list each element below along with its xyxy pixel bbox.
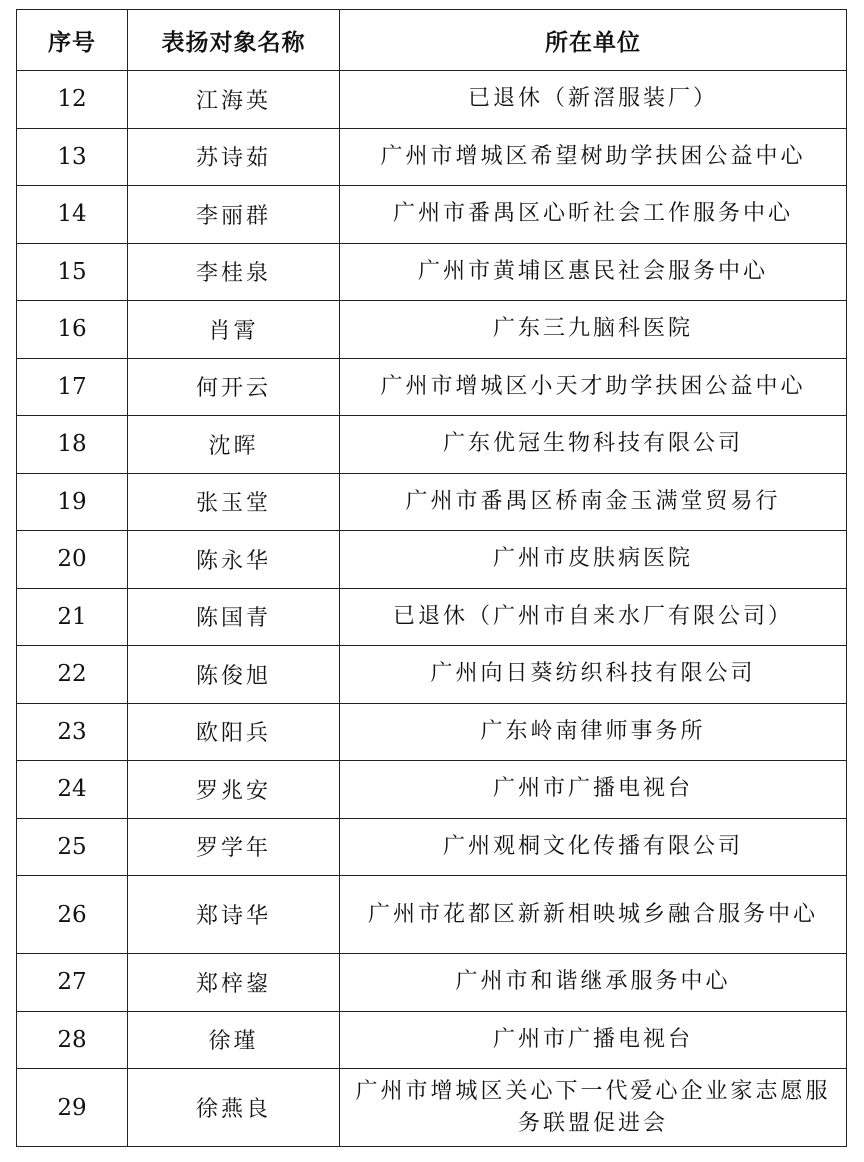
- cell-organization: 广州向日葵纺织科技有限公司: [340, 646, 847, 704]
- table-row: [17, 646, 847, 704]
- header-serial-number: 序号: [17, 10, 128, 71]
- cell-serial-number: 26: [17, 876, 128, 954]
- cell-serial-number: 27: [17, 954, 128, 1012]
- cell-serial-number: 16: [17, 301, 128, 359]
- cell-serial-number: 23: [17, 703, 128, 761]
- cell-organization: 广州市皮肤病医院: [340, 531, 847, 589]
- cell-honoree-name: 李丽群: [128, 186, 340, 244]
- cell-organization: 广州市黄埔区惠民社会服务中心: [340, 243, 847, 301]
- cell-organization: 广州市增城区关心下一代爱心企业家志愿服务联盟促进会: [340, 1069, 847, 1147]
- cell-honoree-name: 罗学年: [128, 818, 340, 876]
- cell-serial-number: 14: [17, 186, 128, 244]
- cell-organization: 广州市增城区希望树助学扶困公益中心: [340, 128, 847, 186]
- cell-organization: 广州市和谐继承服务中心: [340, 954, 847, 1012]
- cell-organization: 广州市番禺区心昕社会工作服务中心: [340, 186, 847, 244]
- cell-honoree-name: 徐瑾: [128, 1011, 340, 1069]
- cell-serial-number: 13: [17, 128, 128, 186]
- cell-honoree-name: 陈俊旭: [128, 646, 340, 704]
- table-row: [17, 71, 847, 129]
- cell-organization: 广东优冠生物科技有限公司: [340, 416, 847, 474]
- table-body: [17, 71, 847, 1147]
- commendation-table: [16, 9, 847, 1147]
- cell-organization: 广州市番禺区桥南金玉满堂贸易行: [340, 473, 847, 531]
- table-header-row: [17, 10, 847, 71]
- cell-honoree-name: 欧阳兵: [128, 703, 340, 761]
- table-row: [17, 818, 847, 876]
- cell-organization: 已退休（广州市自来水厂有限公司）: [340, 588, 847, 646]
- header-honoree-name: 表扬对象名称: [128, 10, 340, 71]
- table-row: [17, 243, 847, 301]
- table-row: [17, 186, 847, 244]
- table-row: [17, 1069, 847, 1147]
- cell-honoree-name: 江海英: [128, 71, 340, 129]
- cell-serial-number: 19: [17, 473, 128, 531]
- cell-serial-number: 20: [17, 531, 128, 589]
- cell-organization: 广东岭南律师事务所: [340, 703, 847, 761]
- table-row: [17, 531, 847, 589]
- table-row: [17, 1011, 847, 1069]
- cell-serial-number: 12: [17, 71, 128, 129]
- cell-honoree-name: 李桂泉: [128, 243, 340, 301]
- cell-honoree-name: 何开云: [128, 358, 340, 416]
- cell-serial-number: 21: [17, 588, 128, 646]
- cell-organization: 广州市增城区小天才助学扶困公益中心: [340, 358, 847, 416]
- table-row: [17, 358, 847, 416]
- table-row: [17, 761, 847, 819]
- cell-organization: 广州市广播电视台: [340, 761, 847, 819]
- cell-serial-number: 17: [17, 358, 128, 416]
- table-row: [17, 876, 847, 954]
- table-row: [17, 703, 847, 761]
- table-row: [17, 128, 847, 186]
- cell-serial-number: 15: [17, 243, 128, 301]
- cell-honoree-name: 陈永华: [128, 531, 340, 589]
- table-row: [17, 588, 847, 646]
- cell-serial-number: 29: [17, 1069, 128, 1147]
- cell-honoree-name: 张玉堂: [128, 473, 340, 531]
- table-row: [17, 301, 847, 359]
- cell-honoree-name: 苏诗茹: [128, 128, 340, 186]
- commendation-table-container: [16, 9, 846, 1147]
- cell-serial-number: 18: [17, 416, 128, 474]
- cell-honoree-name: 沈晖: [128, 416, 340, 474]
- cell-organization: 广东三九脑科医院: [340, 301, 847, 359]
- table-row: [17, 473, 847, 531]
- table-row: [17, 954, 847, 1012]
- cell-organization: 广州市广播电视台: [340, 1011, 847, 1069]
- cell-honoree-name: 肖霄: [128, 301, 340, 359]
- cell-honoree-name: 郑梓鋆: [128, 954, 340, 1012]
- cell-organization: 广州市花都区新新相映城乡融合服务中心: [340, 876, 847, 954]
- cell-honoree-name: 陈国青: [128, 588, 340, 646]
- cell-honoree-name: 罗兆安: [128, 761, 340, 819]
- cell-serial-number: 25: [17, 818, 128, 876]
- header-organization: 所在单位: [340, 10, 847, 71]
- cell-serial-number: 22: [17, 646, 128, 704]
- cell-organization: 广州观桐文化传播有限公司: [340, 818, 847, 876]
- table-row: [17, 416, 847, 474]
- cell-serial-number: 28: [17, 1011, 128, 1069]
- cell-serial-number: 24: [17, 761, 128, 819]
- cell-honoree-name: 徐燕良: [128, 1069, 340, 1147]
- cell-organization: 已退休（新滘服装厂）: [340, 71, 847, 129]
- cell-honoree-name: 郑诗华: [128, 876, 340, 954]
